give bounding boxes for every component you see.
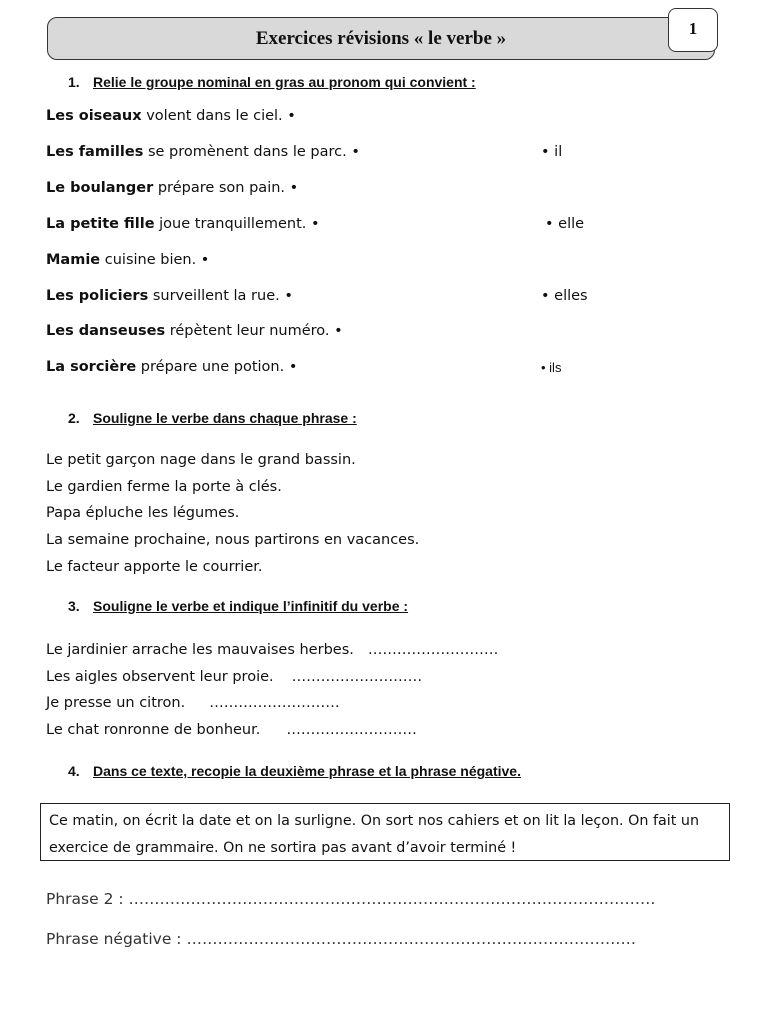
ex1-rest-8: prépare une potion. • [136,359,298,375]
exercise-1-number: 1. [68,74,80,90]
ex1-subject-6: Les policiers [46,288,149,304]
ex2-sentence-1: Le petit garçon nage dans le grand bassin. [46,452,356,468]
pronoun-elles: • elles [541,288,588,304]
ex1-sentence-1 [46,108,296,124]
ex2-sentence-2: Le gardien ferme la porte à clés. [46,479,282,495]
exercise-3-number: 3. [68,598,80,614]
ex3-sentence-4-text: Le chat ronronne de bonheur. [46,722,261,738]
exercise-4-number: 4. [68,763,80,779]
page-title: Exercices révisions « le verbe » [255,28,507,49]
answer-phrase-negative[interactable]: Phrase négative : …………………………………………………………………………… [46,930,636,948]
ex1-sentence-4 [46,216,320,232]
ex3-sentence-2 [46,669,422,685]
exercise-3-instruction: Souligne le verbe et indique l’infinitif du verbe : [93,598,409,614]
ex1-subject-7: Les danseuses [46,323,166,339]
ex1-rest-3: prépare son pain. • [153,180,299,196]
ex1-sentence-2 [46,144,360,160]
ex3-sentence-3 [46,695,340,711]
ex3-sentence-1-text: Le jardinier arrache les mauvaises herbes. [46,642,354,658]
ex3-sentence-3-text: Je presse un citron. [46,695,186,711]
ex1-sentence-8 [46,359,297,375]
ex2-sentence-5: Le facteur apporte le courrier. [46,559,263,575]
exercise-4-instruction: Dans ce texte, recopie la deuxième phrase et la phrase négative. [93,763,521,779]
exercise-4-heading [68,763,521,779]
ex3-sentence-2-text: Les aigles observent leur proie. [46,669,274,685]
ex1-rest-5: cuisine bien. • [100,252,210,268]
ex2-sentence-4: La semaine prochaine, nous partirons en vacances. [46,532,420,548]
ex1-subject-4: La petite fille [46,216,155,232]
exercise-1-instruction: Relie le groupe nominal en gras au pronom qui convient : [93,74,476,90]
pronoun-ils: • ils [541,360,562,375]
ex1-sentence-7 [46,323,343,339]
ex1-subject-1: Les oiseaux [46,108,142,124]
ex3-answer-blank-3[interactable]: ……………………… [209,695,340,711]
ex1-subject-5: Mamie [46,252,101,268]
exercise-2-instruction: Souligne le verbe dans chaque phrase : [93,410,357,426]
page-number-badge: 1 [668,8,718,52]
ex1-rest-4: joue tranquillement. • [154,216,320,232]
ex1-sentence-6 [46,288,293,304]
ex1-subject-3: Le boulanger [46,180,154,196]
ex3-sentence-4 [46,722,417,738]
ex1-sentence-3 [46,180,298,196]
ex1-rest-1: volent dans le ciel. • [141,108,296,124]
ex3-sentence-1 [46,642,498,658]
pronoun-il: • il [541,144,563,160]
ex1-subject-8: La sorcière [46,359,137,375]
ex1-rest-7: répètent leur numéro. • [165,323,343,339]
ex3-answer-blank-2[interactable]: ……………………… [291,669,423,685]
pronoun-elle: • elle [545,216,585,232]
exercise-1-heading [68,74,476,90]
title-banner [47,17,715,60]
exercise-2-number: 2. [68,410,80,426]
exercise-2-heading [68,410,357,426]
ex1-subject-2: Les familles [46,144,144,160]
ex1-rest-2: se promènent dans le parc. • [143,144,360,160]
ex3-answer-blank-4[interactable]: ……………………… [286,722,417,738]
ex2-sentence-3: Papa épluche les légumes. [46,505,240,521]
ex1-sentence-5 [46,252,209,268]
ex1-rest-6: surveillent la rue. • [148,288,293,304]
ex3-answer-blank-1[interactable]: ……………………… [367,642,499,658]
exercise-3-heading [68,598,408,614]
exercise-4-text-box: Ce matin, on écrit la date et on la surligne. On sort nos cahiers et on lit la leçon. On fait un exercice de grammaire. On ne sortira pas avant d’avoir terminé ! [40,803,730,861]
answer-phrase-2[interactable]: Phrase 2 : ………………………………………………………………………………………… [46,890,656,908]
